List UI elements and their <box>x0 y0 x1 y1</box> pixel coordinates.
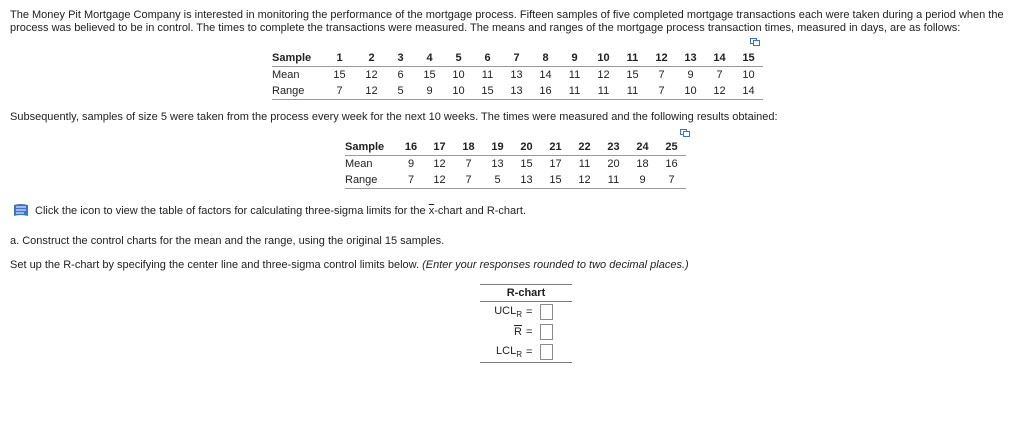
subsequent-paragraph: Subsequently, samples of size 5 were taken from the process every week for the next 10 weeks. The times were measured and the following results obtained: <box>10 111 778 123</box>
cell: 12 <box>433 158 446 170</box>
cell: 24 <box>628 139 657 156</box>
cell: 7 <box>716 69 723 81</box>
cell: 3 <box>386 50 415 67</box>
sample-header: Sample <box>272 50 322 67</box>
cell: 13 <box>676 50 705 67</box>
cell: 13 <box>512 172 541 189</box>
cell: 11 <box>618 50 647 67</box>
factors-link-text: Click the icon to view the table of factors for calculating three-sigma limits for the $\overline{x}$-chart and R-chart. <box>35 205 526 217</box>
cell: 4 <box>415 50 444 67</box>
cell: 11 <box>481 69 494 81</box>
cell: 6 <box>473 50 502 67</box>
cell: 6 <box>397 69 404 81</box>
lcl-r-label: $LCL_R$ <box>480 342 526 363</box>
cell: 17 <box>425 139 454 156</box>
cell: 9 <box>415 83 444 100</box>
cell: 10 <box>444 83 473 100</box>
cell: 5 <box>483 172 512 189</box>
cell: 18 <box>636 158 649 170</box>
r-chart-table <box>480 284 572 363</box>
cell: 10 <box>589 50 618 67</box>
lcl-r-input[interactable] <box>540 344 553 360</box>
cell: 14 <box>539 69 552 81</box>
cell: 17 <box>549 158 562 170</box>
cell: 7 <box>658 69 665 81</box>
instruction-text: Set up the R-chart by specifying the center line and three-sigma control limits below. (Enter your responses rounded to two decimal places.) <box>10 259 689 271</box>
cell: 11 <box>560 83 589 100</box>
cell: 9 <box>687 69 694 81</box>
cell: 7 <box>647 83 676 100</box>
cell: 12 <box>425 172 454 189</box>
r-chart-title: R-chart <box>480 285 572 302</box>
cell: 15 <box>423 69 436 81</box>
sample-header: Sample <box>345 139 397 156</box>
cell: 12 <box>647 50 676 67</box>
factors-table-icon[interactable] <box>12 203 30 218</box>
cell: 11 <box>599 172 628 189</box>
cell: 14 <box>705 50 734 67</box>
cell: 5 <box>444 50 473 67</box>
cell: 7 <box>322 83 357 100</box>
cell: 14 <box>734 83 763 100</box>
cell: 9 <box>628 172 657 189</box>
cell: 13 <box>502 83 531 100</box>
cell: 7 <box>502 50 531 67</box>
cell: 11 <box>578 158 591 170</box>
cell: 7 <box>465 158 472 170</box>
sample-table-subsequent <box>345 139 686 189</box>
cell: 7 <box>657 172 686 189</box>
cell: 10 <box>452 69 465 81</box>
r-bar-label: $\overline{R}$ <box>514 326 522 338</box>
intro-paragraph: The Money Pit Mortgage Company is interested in monitoring the performance of the mortgage process. Fifteen samples of five completed mortgage transactions each were taken during a period when the process was believed to be in control. The times to complete the transactions were measured. The means and ranges of the mortgage process transaction times, measured in days, are as follows: <box>10 9 1004 34</box>
equals-sign: = <box>526 306 533 318</box>
cell: 25 <box>657 139 686 156</box>
cell: 9 <box>560 50 589 67</box>
cell: 12 <box>597 69 610 81</box>
cell: 9 <box>407 158 415 170</box>
cell: 16 <box>531 83 560 100</box>
cell: 15 <box>541 172 570 189</box>
cell: 7 <box>397 172 425 189</box>
cell: 5 <box>386 83 415 100</box>
cell: 12 <box>705 83 734 100</box>
cell: 20 <box>607 158 620 170</box>
copy-data-icon[interactable] <box>750 38 760 46</box>
cell: 15 <box>734 50 763 67</box>
cell: 23 <box>599 139 628 156</box>
cell: 18 <box>454 139 483 156</box>
sample-table-original <box>272 50 763 100</box>
cell: 15 <box>473 83 502 100</box>
cell: 7 <box>454 172 483 189</box>
cell: 12 <box>570 172 599 189</box>
cell: 11 <box>568 69 581 81</box>
mean-label: Mean <box>345 158 373 170</box>
cell: 12 <box>365 69 378 81</box>
ucl-r-label: $UCL_R$ <box>494 304 522 320</box>
cell: 8 <box>531 50 560 67</box>
part-a-text: a. Construct the control charts for the mean and the range, using the original 15 samples. <box>10 235 445 247</box>
cell: 19 <box>483 139 512 156</box>
equals-sign: = <box>526 326 533 338</box>
cell: 2 <box>357 50 386 67</box>
cell: 16 <box>665 158 678 170</box>
equals-sign: = <box>526 342 540 363</box>
cell: 20 <box>512 139 541 156</box>
cell: 11 <box>618 83 647 100</box>
cell: 22 <box>570 139 599 156</box>
cell: 10 <box>742 69 755 81</box>
cell: 15 <box>626 69 639 81</box>
cell: 13 <box>491 158 504 170</box>
cell: 10 <box>676 83 705 100</box>
cell: 16 <box>397 139 425 156</box>
cell: 11 <box>589 83 618 100</box>
range-label: Range <box>272 83 322 100</box>
cell: 15 <box>333 69 346 81</box>
cell: 15 <box>520 158 533 170</box>
copy-data-icon[interactable] <box>680 129 690 137</box>
r-bar-input[interactable] <box>540 324 553 340</box>
cell: 1 <box>322 50 357 67</box>
cell: 13 <box>510 69 523 81</box>
ucl-r-input[interactable] <box>540 304 553 320</box>
cell: 12 <box>357 83 386 100</box>
cell: 21 <box>541 139 570 156</box>
mean-label: Mean <box>272 69 300 81</box>
range-label: Range <box>345 172 397 189</box>
